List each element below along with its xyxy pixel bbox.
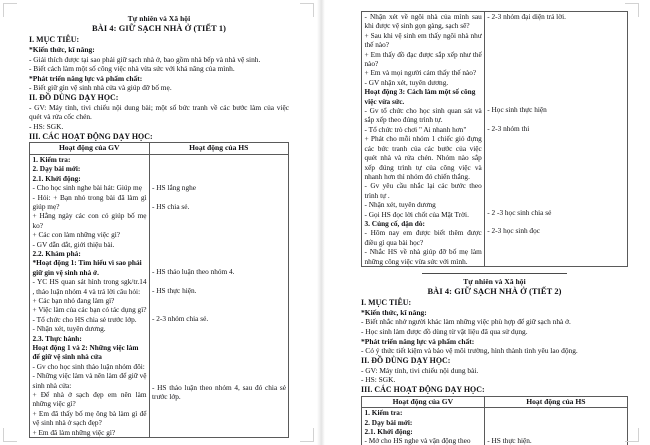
table-row bbox=[362, 12, 628, 267]
gv-line: - GV nhận xét, tuyên dương. bbox=[364, 77, 449, 87]
document-page-2 bbox=[325, 0, 650, 445]
table-header-row bbox=[362, 396, 628, 407]
cell-gv-activities bbox=[362, 12, 485, 267]
hs-line: - 2-3 nhóm đại diện trả lời. bbox=[487, 12, 566, 21]
page2-doc-subtitle: BÀI 4: GIỮ SẠCH NHÀ Ở (TIẾT 2) bbox=[427, 286, 562, 296]
page1-heading-hoat-dong: III. CÁC HOẠT ĐỘNG DẠY HỌC: bbox=[29, 131, 153, 141]
gv-line: 2. Dạy bài mới: bbox=[32, 164, 81, 174]
table-row bbox=[362, 408, 628, 445]
gv-line: - Gv yêu cầu nhắc lại các bước theo trình tự . bbox=[364, 181, 482, 200]
page1-phat-trien-item: - Biết giữ gìn vệ sinh nhà cửa và giúp đỡ bố mẹ. bbox=[29, 83, 172, 93]
page2-heading-hoat-dong: III. CÁC HOẠT ĐỘNG DẠY HỌC: bbox=[361, 384, 485, 394]
gv-line: 1. Kiểm tra: bbox=[364, 408, 403, 418]
gv-line: + Em và mọi người cảm thấy thế nào? bbox=[364, 68, 477, 78]
page-corner-marker-bottom-left bbox=[3, 428, 17, 442]
page2-corner-marker-bottom-right bbox=[625, 428, 639, 442]
page2-kien-thuc-item: - Biết nhắc nhở người khác làm những việc phù hợp để giữ sạch nhà ở. bbox=[361, 317, 571, 327]
page1-do-dung-item: - HS: SGK. bbox=[29, 121, 64, 131]
gv-line: 3. Củng cố, dặn dò: bbox=[364, 218, 425, 228]
hs-line: - HS thảo luận theo nhóm 4, sau đó chia sẻ trước lớp. bbox=[152, 383, 286, 402]
page2-do-dung-item: - HS: SGK. bbox=[361, 375, 396, 385]
gv-line: - Những việc làm và nên làm để giữ vệ sinh nhà cửa: bbox=[32, 371, 147, 390]
cell-hs-activities bbox=[484, 12, 627, 267]
table-header-row bbox=[30, 143, 289, 154]
gv-line: Hoạt động 1 và 2: Những việc làm để giữ vệ sinh nhà cửa bbox=[32, 343, 139, 362]
column-header-gv: Hoạt động của GV bbox=[30, 143, 150, 154]
page2-continuation-table bbox=[361, 11, 628, 267]
gv-line: - Nhắc HS về nhà giúp đỡ bố mẹ làm những công việc vừa sức với mình. bbox=[364, 247, 482, 266]
gv-line: - Tổ chức trò chơi " Ai nhanh hơn" bbox=[364, 124, 467, 134]
page2-activity-table bbox=[361, 396, 628, 445]
hs-line: - 2-3 học sinh đọc bbox=[487, 226, 540, 236]
gv-line: + Em đã làm những việc gì? bbox=[32, 427, 116, 437]
gv-line: - Gv tổ chức cho học sinh quan sát và sắp xếp theo đúng trình tự. bbox=[364, 106, 482, 125]
gv-line: 1. Kiểm tra: bbox=[32, 154, 71, 164]
page1-heading-do-dung: II. ĐỒ DÙNG DẠY HỌC: bbox=[29, 92, 119, 102]
page2-heading-do-dung: II. ĐỒ DÙNG DẠY HỌC: bbox=[361, 355, 451, 365]
gv-line: Hoạt động 3: Cách làm một số công việc vừa sức. bbox=[364, 87, 476, 106]
gv-line: + Các bạn nhỏ đang làm gì? bbox=[32, 295, 115, 305]
cell-hs-activities bbox=[484, 408, 627, 445]
page2-heading-muc-tieu: I. MỤC TIÊU: bbox=[361, 297, 412, 307]
gv-line: + Phát cho mỗi nhóm 1 chiếc giỏ đựng các bức tranh của các bước của việc quét nhà và rửa chén. Nhóm nào sắp xếp đúng trình tự của công việc và nhanh hơn thì nhóm đó chiến thắng. bbox=[364, 134, 482, 181]
gv-line: - Cho học sinh nghe bài hát: Giúp mẹ bbox=[32, 183, 142, 193]
page1-activity-table bbox=[29, 142, 289, 438]
gv-line: - Gv cho học sinh thảo luận nhóm đôi: bbox=[32, 361, 145, 371]
section-divider-rule bbox=[422, 273, 567, 274]
gv-line: - Hôm nay em được biết thêm được điều gì qua bài học? bbox=[364, 228, 482, 247]
hs-line: - HS chia sẻ. bbox=[152, 201, 190, 211]
gv-line: 2. Dạy bài mới: bbox=[364, 417, 413, 427]
page2-kien-thuc-item: - Học sinh làm được đồ dùng từ vật liệu đã qua sử dụng. bbox=[361, 327, 528, 337]
hs-line: - 2-3 nhóm chia sẻ. bbox=[152, 313, 209, 323]
page1-kien-thuc-item: - Giải thích được tại sao phải giữ sạch nhà ở, bao gồm nhà bếp và nhà vệ sinh. bbox=[29, 54, 261, 64]
cell-gv-activities bbox=[362, 408, 485, 445]
hs-line: - Học sinh thực hiện bbox=[487, 104, 547, 114]
page2-subheading-phat-trien: *Phát triển năng lực và phẩm chất: bbox=[361, 336, 475, 346]
page2-doc-title: Tự nhiên và Xã hội bbox=[463, 276, 526, 286]
page1-kien-thuc-item: - Biết cách làm một số công việc nhà vừa sức với khả năng của mình. bbox=[29, 64, 235, 74]
gv-line: + Để nhà ở sạch đẹp em nên làm những việc gì? bbox=[32, 390, 147, 409]
gv-line: 2.1. Khởi động: bbox=[364, 427, 413, 437]
gv-line: 2.2. Khám phá: bbox=[32, 248, 81, 258]
hs-line: - HS thực hiện. bbox=[487, 436, 532, 445]
gv-line: - YC HS quan sát hình trong sgk/tr.14 , thảo luận nhóm 4 và trả lời câu hỏi: bbox=[32, 277, 147, 296]
hs-line: - HS thảo luận theo nhóm 4. bbox=[152, 266, 235, 276]
gv-line: - GV dẫn dắt, giới thiệu bài. bbox=[32, 239, 115, 249]
gv-line: 2.3. Thực hành: bbox=[32, 333, 82, 343]
gv-line: - Gọi HS đọc lời chốt của Mặt Trời. bbox=[364, 209, 469, 219]
gv-line: - Nhận xét, tuyên dương bbox=[364, 200, 436, 210]
page1-doc-title: Tự nhiên và Xã hội bbox=[127, 14, 191, 23]
page2-do-dung-item: - GV: Máy tính, tivi chiếu nội dung bài. bbox=[361, 365, 479, 375]
gv-line: + Hằng ngày các con có giúp bố mẹ ko? bbox=[32, 211, 147, 230]
hs-line: - 2-3 nhóm thi bbox=[487, 123, 530, 133]
gv-line: - Mở cho HS nghe và vận động theo bbox=[364, 436, 471, 445]
table-row bbox=[30, 154, 289, 437]
page2-phat-trien-item: - Có ý thức tiết kiệm và bảo vệ môi trường, hình thành tình yêu lao động. bbox=[361, 346, 578, 356]
gv-line: *Hoạt động 1: Tìm hiểu vì sao phải giữ gìn vệ sinh nhà ở. bbox=[32, 258, 142, 277]
page-corner-marker-top-left bbox=[3, 3, 17, 17]
page1-doc-subtitle: BÀI 4: GIỮ SẠCH NHÀ Ở (TIẾT 1) bbox=[92, 23, 226, 33]
gv-line: - Nhận xét, tuyên dương. bbox=[32, 324, 106, 334]
gv-line: + Việc làm của các bạn có tác dụng gì? bbox=[32, 305, 147, 315]
column-header-hs: Hoạt động của HS bbox=[484, 396, 627, 407]
gv-line: + Sau khi vệ sinh em thấy ngôi nhà như thế nào? bbox=[364, 30, 482, 50]
page-gutter-divider bbox=[317, 0, 325, 445]
gv-line: - Nhận xét về ngôi nhà của mình sau khi được vệ sinh gọn gàng, sạch sẽ? bbox=[364, 12, 482, 31]
hs-line: - HS thực hiện. bbox=[152, 285, 197, 295]
gv-line: - Hỏi: + Bạn nhỏ trong bài đã làm gì giúp mẹ? bbox=[32, 192, 147, 211]
gv-line: + Em thấy đồ đạc được sắp xếp như thế nào? bbox=[364, 49, 482, 69]
page1-do-dung-item: - GV: Máy tính, tivi chiếu nội dung bài; một số bức tranh về các bước làm của việc quét và rửa cốc chén. bbox=[29, 102, 289, 122]
page1-subheading-kien-thuc: *Kiến thức, kĩ năng: bbox=[29, 44, 95, 54]
gv-line: 2.1. Khởi động: bbox=[32, 173, 81, 183]
page-corner-marker-top-right bbox=[300, 3, 314, 17]
page1-subheading-phat-trien: *Phát triển năng lực và phẩm chất: bbox=[29, 73, 143, 83]
page1-heading-muc-tieu: I. MỤC TIÊU: bbox=[29, 35, 80, 44]
cell-hs-activities bbox=[149, 154, 288, 437]
column-header-gv: Hoạt động của GV bbox=[362, 396, 485, 407]
page-corner-marker-bottom-right bbox=[300, 428, 314, 442]
gv-line: + Em đã thấy bố mẹ ông bà làm gì để vệ sinh nhà ở sạch đẹp? bbox=[32, 408, 147, 428]
gv-line: - Tổ chức cho HS chia sẻ trước lớp. bbox=[32, 314, 137, 324]
page2-subheading-kien-thuc: *Kiến thức, kĩ năng: bbox=[361, 307, 427, 317]
gv-line: + Các con làm những việc gì? bbox=[32, 230, 120, 240]
hs-line: - HS lắng nghe bbox=[152, 182, 196, 192]
cell-gv-activities bbox=[30, 154, 150, 437]
page2-corner-marker-top-right bbox=[625, 3, 639, 17]
hs-line: - 2 -3 học sinh chia sẻ bbox=[487, 207, 552, 217]
column-header-hs: Hoạt động của HS bbox=[149, 143, 288, 154]
